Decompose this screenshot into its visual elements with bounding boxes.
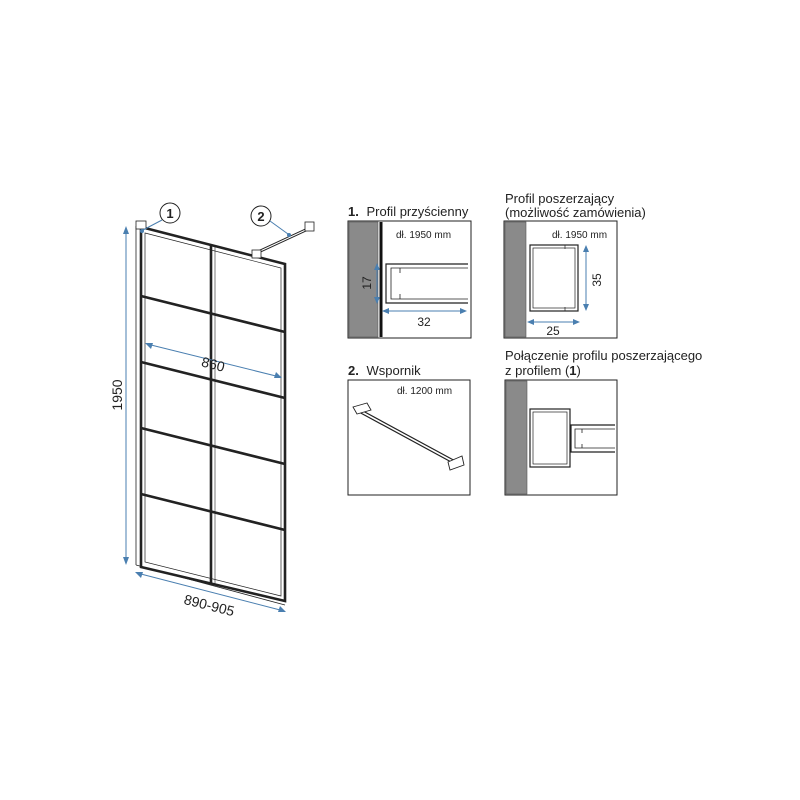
bracket-title (348, 363, 421, 378)
connection-title-1: Połączenie profilu poszerzającego (505, 348, 703, 363)
profile-extension-title-1: Profil poszerzający (505, 191, 615, 206)
callout-1-label: 1 (166, 206, 174, 221)
connection-wall (506, 381, 527, 494)
bracket-wall-mount (305, 222, 314, 231)
connection-title-2 (505, 363, 581, 378)
profile-extension-height-dim-label: 35 (590, 273, 604, 287)
glass-panel-drawing (109, 203, 314, 619)
callout-2-dot (287, 233, 291, 237)
profile-wall-height-dim-label: 17 (360, 276, 374, 290)
connection-title-2-prefix: z profilem ( (505, 363, 570, 378)
bracket-length: dł. 1200 mm (397, 386, 453, 397)
profile-extension-wall (505, 222, 526, 337)
panel-frame-outer (141, 227, 285, 601)
profile-wall-width-dim-label: 32 (417, 315, 431, 329)
bottom-width-dim-label: 890-905 (182, 591, 237, 620)
bracket-title-text: Wspornik (366, 363, 421, 378)
inner-width-dim-label: 860 (199, 353, 227, 375)
profile-wall-number: 1. (348, 204, 359, 219)
connection-panel (505, 348, 702, 495)
connection-title-2-suffix: ) (576, 363, 581, 378)
profile-wall-title (348, 204, 469, 219)
height-dim-arrow-bottom (123, 557, 129, 565)
profile-wall-length: dł. 1950 mm (396, 230, 452, 241)
wall-profile-top (136, 221, 146, 229)
bottom-width-dim-arrow-right (278, 606, 286, 612)
callout-2-label: 2 (257, 209, 265, 224)
panel-frame-inner (145, 233, 281, 596)
inner-width-dim-arrow-left (145, 343, 153, 349)
profile-extension-tube-inner (533, 248, 575, 308)
height-dim-arrow-top (123, 226, 129, 234)
bottom-width-dim-arrow-left (135, 572, 143, 578)
panel-transom-3 (141, 428, 285, 464)
panel-transom-4 (141, 494, 285, 530)
profile-extension-title-2: (możliwość zamówienia) (505, 205, 646, 220)
callout-2-leader (270, 221, 288, 234)
panel-transom-1 (141, 296, 285, 332)
profile-extension-length: dł. 1950 mm (552, 230, 608, 241)
connection-tube-inner (533, 412, 567, 464)
profile-wall-panel (348, 204, 471, 338)
connection-title-2-num: 1 (569, 363, 577, 378)
profile-wall-title-text: Profil przyścienny (366, 204, 469, 219)
bracket-clamp (252, 250, 261, 258)
bracket-panel (348, 363, 470, 495)
callout-1-dot (140, 229, 144, 233)
bracket-arm-inner (256, 228, 310, 253)
profile-extension-width-dim-label: 25 (546, 324, 560, 338)
height-dim-label: 1950 (109, 379, 125, 411)
profile-extension-panel (504, 191, 646, 338)
bracket-number: 2. (348, 363, 359, 378)
